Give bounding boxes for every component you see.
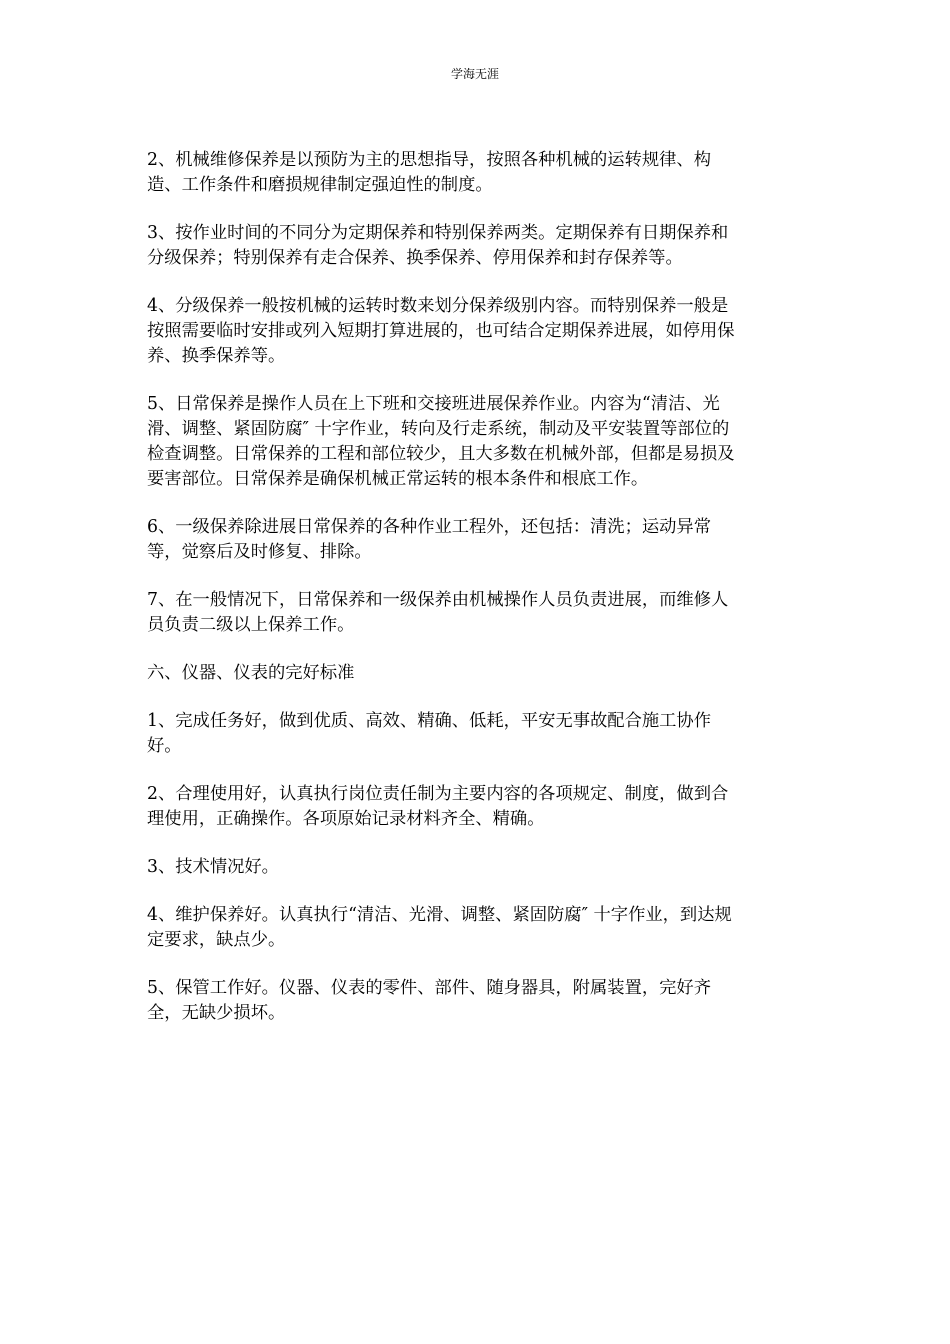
paragraph-maintenance-types: 3、按作业时间的不同分为定期保养和特别保养两类。定期保养有日期保养和 分级保养；特别保养有走合保养、换季保养、停用保养和封存保养等。	[147, 223, 729, 268]
paragraph-responsibility: 7、在一般情况下，日常保养和一级保养由机械操作人员负责进展，而维修人 员负责二级以上保养工作。	[147, 590, 729, 635]
paragraph-technical-condition: 3、技术情况好。	[147, 857, 279, 877]
paragraph-daily-maintenance: 5、日常保养是操作人员在上下班和交接班进展保养作业。内容为“清洁、光 滑、调整、紧固防腐″ 十字作业，转向及行走系统，制动及平安装置等部位的 检查调整。日常保养的工程和部位较少，且大多数在机械外部，但都是易损及 要害部位。日常保养是确保机械正常运转的根本条件和根底工作。	[147, 394, 735, 489]
paragraph-proper-use: 2、合理使用好，认真执行岗位责任制为主要内容的各项规定、制度，做到合 理使用，正确操作。各项原始记录材料齐全、精确。	[147, 784, 729, 829]
document-body	[147, 148, 807, 1049]
section-heading-instrument-standards: 六、仪器、仪表的完好标准	[147, 663, 355, 683]
paragraph-first-level-maintenance: 6、一级保养除进展日常保养的各种作业工程外，还包括：清洗；运动异常 等，觉察后及时修复、排除。	[147, 517, 711, 562]
page-header: 学海无涯	[450, 67, 499, 81]
paragraph-storage: 5、保管工作好。仪器、仪表的零件、部件、随身器具，附属装置，完好齐 全，无缺少损坏。	[147, 978, 711, 1023]
paragraph-maintenance-principle: 2、机械维修保养是以预防为主的思想指导，按照各种机械的运转规律、构 造、工作条件和磨损规律制定强迫性的制度。	[147, 150, 711, 195]
paragraph-graded-maintenance: 4、分级保养一般按机械的运转时数来划分保养级别内容。而特别保养一般是 按照需要临时安排或列入短期打算进展的，也可结合定期保养进展，如停用保 养、换季保养等。	[147, 296, 735, 366]
paragraph-task-completion: 1、完成任务好，做到优质、高效、精确、低耗，平安无事故配合施工协作 好。	[147, 711, 711, 756]
paragraph-maintenance-care: 4、维护保养好。认真执行“清洁、光滑、调整、紧固防腐″ 十字作业，到达规 定要求，缺点少。	[147, 905, 732, 950]
